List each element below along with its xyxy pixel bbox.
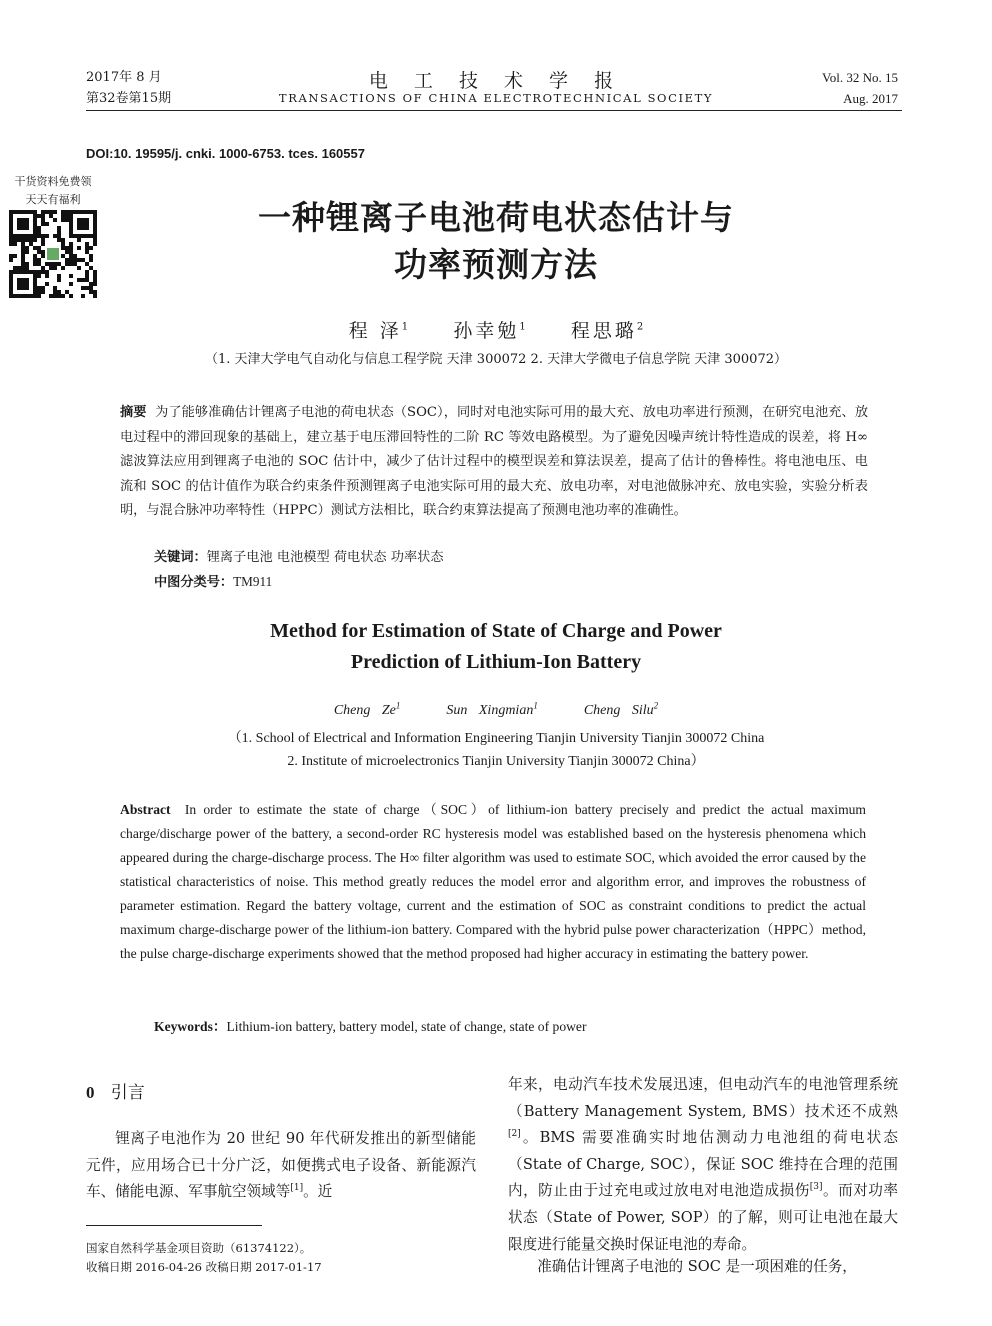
abstract-en-label: Abstract	[120, 802, 171, 817]
header-rule	[86, 110, 902, 111]
title-en-line1: Method for Estimation of State of Charge and Power	[270, 620, 722, 642]
author-cn-1: 程 泽$^1$	[348, 320, 409, 342]
doi: DOI:10. 19595/j. cnki. 1000-6753. tces. 160557	[86, 146, 365, 161]
body-right-column: 年来，电动汽车技术发展迅速，但电动汽车的电池管理系统（Battery Management System, BMS）技术还不成熟[2]。BMS 需要准确实时地估测动力电池组的荷电状态（State of Charge, SOC），保证 SOC 维持在合理的范围内，防止由于过充电或过放电对电池造成损伤[3]。而对功率状态（State of Power, SOP）的了解，则可让电池在最大限度进行能量交换时保证电池的寿命。	[508, 1076, 898, 1253]
journal-title-cn: 电 工 技 术 学 报	[368, 70, 624, 92]
footnote-rule	[86, 1225, 262, 1226]
clc-label: 中图分类号：	[154, 575, 234, 590]
journal-title-en: TRANSACTIONS OF CHINA ELECTROTECHNICAL SOCIETY	[278, 91, 714, 105]
header-volume: 第32卷第15期	[86, 91, 172, 106]
header-month-year: Aug. 2017	[843, 91, 898, 106]
keywords-en	[154, 1015, 587, 1035]
title-en-line2: Prediction of Lithium-Ion Battery	[350, 651, 642, 673]
section-title: 引言	[110, 1083, 145, 1103]
footnote-dates: 收稿日期 2016-04-26 改稿日期 2017-01-17	[86, 1260, 322, 1274]
affiliation-cn: （1. 天津大学电气自动化与信息工程学院 天津 300072 2. 天津大学微电子信息学院 天津 300072）	[205, 352, 787, 367]
authors-en	[86, 700, 906, 719]
header-vol-no: Vol. 32 No. 15	[822, 70, 898, 85]
keywords-cn-label: 关键词：	[154, 550, 207, 565]
author-en-3: Cheng Silu$^2$	[583, 700, 659, 718]
abstract-en-text: In order to estimate the state of charge（SOC）of lithium-ion battery precisely and predict the actual maximum charge/discharge power of the battery, a second-order RC hysteresis model was established based on the hysteresis phenomena which appeared during the charge-discharge process. The H∞ filter algorithm was used to estimate SOC, which avoided the error caused by the statistical characteristics of noise. This method greatly reduces the model error and algorithm error, and improves the robustness of parameter estimation. Regard the battery voltage, current and the estimation of SOC as constraint conditions to predict the actual maximum charge-discharge power of the lithium-ion battery. Compared with the hybrid pulse power characterization（HPPC）method, the pulse charge-discharge experiments showed that the method proposed had higher accuracy in estimating the battery power.	[120, 802, 867, 961]
keywords-cn-text: 锂离子电池 电池模型 荷电状态 功率状态	[206, 550, 444, 565]
qr-code	[9, 210, 97, 298]
body-left-column: 锂离子电池作为 20 世纪 90 年代研发推出的新型储能元件，应用场合已十分广泛，如便携式电子设备、新能源汽车、储能电源、军事航空领域等[1]。近	[86, 1130, 476, 1201]
body-right-tail: 准确估计锂离子电池的 SOC 是一项困难的任务，	[537, 1258, 857, 1275]
abstract-cn-label: 摘要	[120, 405, 147, 420]
author-en-1: Cheng Ze$^1$	[333, 700, 401, 718]
author-en-2: Sun Xingmian$^1$	[446, 700, 538, 718]
section-number: 0	[86, 1083, 95, 1102]
title-cn-line2: 功率预测方法	[394, 245, 598, 284]
abstract-cn	[120, 401, 868, 524]
title-en	[86, 616, 906, 678]
clc-text: TM911	[233, 574, 273, 589]
authors-cn	[86, 316, 906, 343]
qr-code-icon	[9, 210, 97, 298]
keywords-en-label: Keywords：	[154, 1019, 227, 1034]
affiliation-en-line2: 2. Institute of microelectronics Tianjin University Tianjin 300072 China）	[287, 754, 705, 769]
footnote-fund: 国家自然科学基金项目资助（61374122）。	[86, 1241, 312, 1255]
qr-promo-line1: 干货资料免费领	[14, 175, 92, 188]
abstract-cn-text: 为了能够准确估计锂离子电池的荷电状态（SOC），同时对电池实际可用的最大充、放电功率进行预测，在研究电池充、放电过程中的滞回现象的基础上，建立基于电压滞回特性的二阶 RC 等效电路模型。为了避免因噪声统计特性造成的误差，将 H∞ 滤波算法应用到锂离子电池的 SOC 估计中，减少了估计过程中的模型误差和算法误差，提高了估计的鲁棒性。将电池电压、电流和 SOC 的估计值作为联合约束条件预测锂离子电池实际可用的最大充、放电功率，对电池做脉冲充、放电实验，实验分析表明，与混合脉冲功率特性（HPPC）测试方法相比，联合约束算法提高了预测电池功率的准确性。	[120, 405, 869, 519]
keywords-cn	[154, 546, 444, 565]
author-cn-2: 孙幸勉$^1$	[453, 320, 526, 342]
affiliation-en-line1: （1. School of Electrical and Information Engineering Tianjin University Tianjin 300072 China	[227, 731, 765, 746]
keywords-en-text: Lithium-ion battery, battery model, state of change, state of power	[226, 1019, 587, 1034]
abstract-en	[120, 798, 866, 966]
title-cn-line1: 一种锂离子电池荷电状态估计与	[258, 198, 734, 237]
clc-number	[154, 571, 272, 590]
author-cn-3: 程思璐$^2$	[570, 320, 644, 342]
qr-promo-line2: 天天有福利	[25, 193, 81, 206]
section-heading	[86, 1078, 145, 1103]
header-date: 2017年 8 月	[86, 70, 162, 85]
